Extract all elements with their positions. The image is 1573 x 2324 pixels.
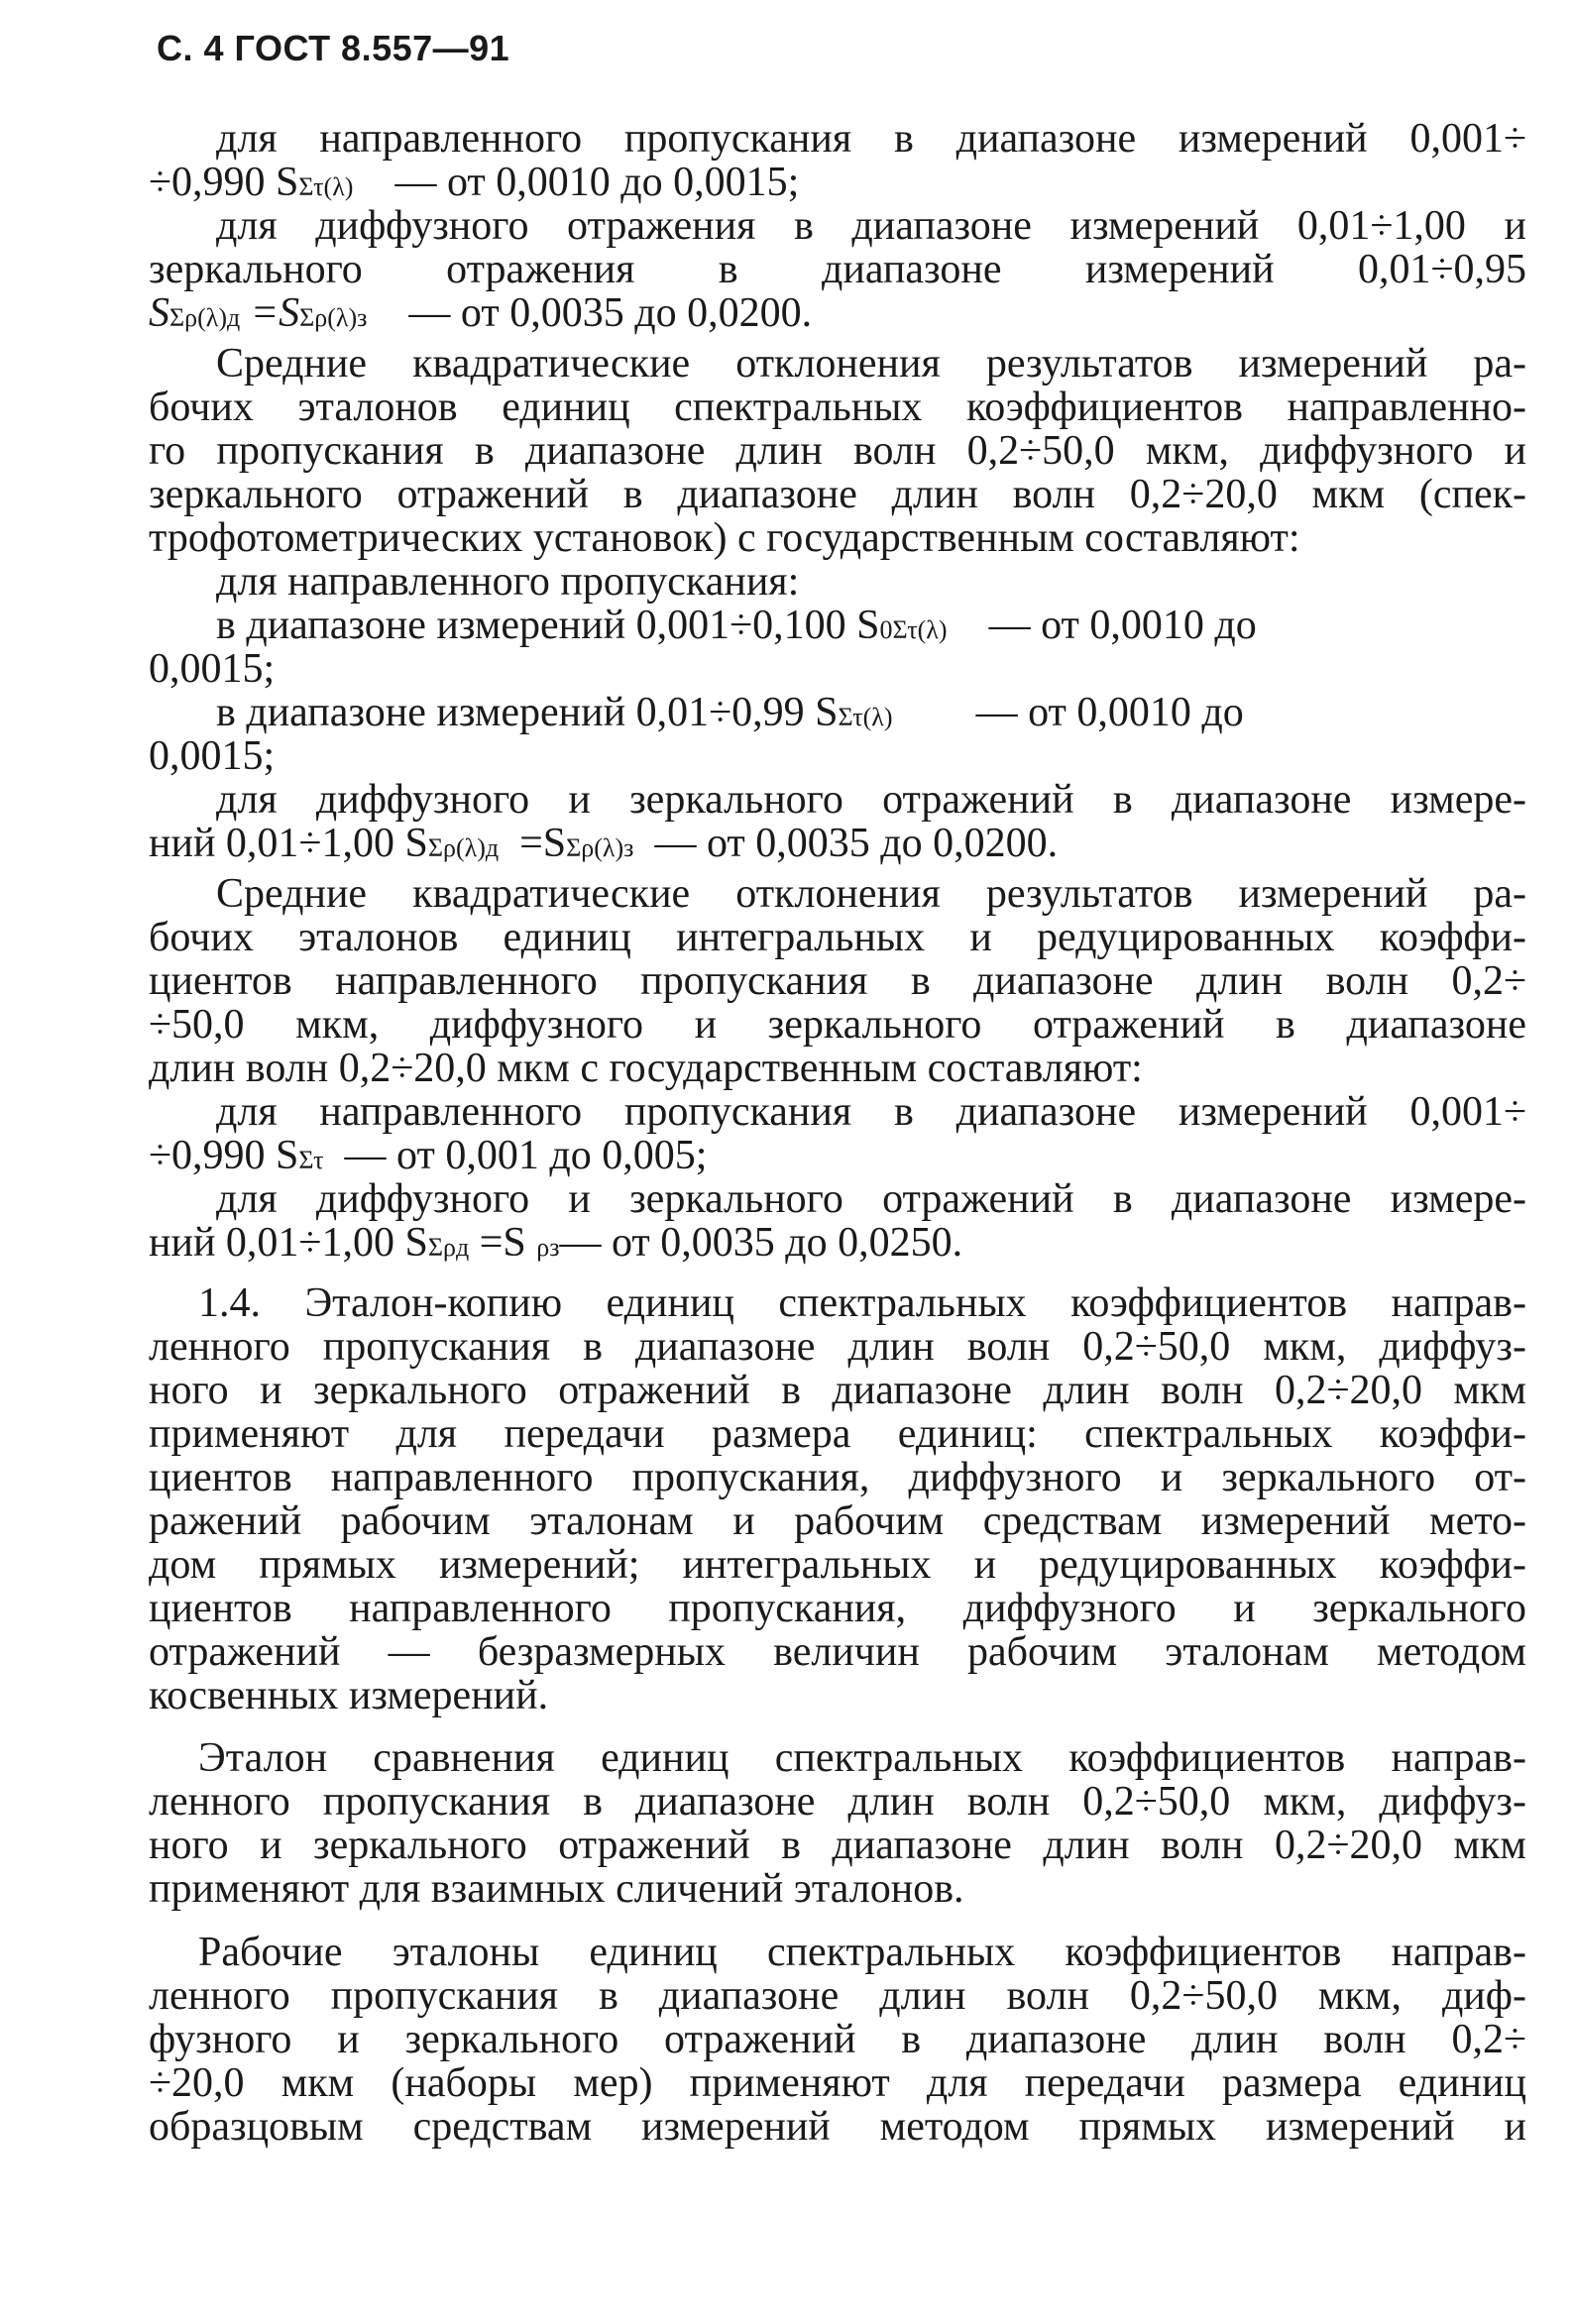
text-line: ленного пропускания в диапазоне длин волн 0,2÷50,0 мкм, диффуз-	[149, 1324, 1526, 1370]
text-line: для направленного пропускания в диапазоне измерений 0,001÷	[216, 116, 1526, 162]
text-line: для диффузного отражения в диапазоне измерений 0,01÷1,00 и	[216, 203, 1526, 249]
text-line: зеркального отражений в диапазоне длин волн 0,2÷20,0 мкм (спек-	[149, 472, 1526, 517]
text-span: ÷0,990 S	[149, 1133, 299, 1178]
text-span: ÷0,990 S	[149, 160, 299, 205]
text-line: зеркального отражения в диапазоне измерений 0,01÷0,95	[149, 247, 1526, 292]
page-header: С. 4 ГОСТ 8.557—91	[157, 28, 510, 68]
text-line: для направленного пропускания в диапазоне измерений 0,001÷	[216, 1089, 1526, 1135]
text-span: — от 0,001 до 0,005;	[344, 1133, 708, 1178]
text-line: бочих эталонов единиц спектральных коэффициентов направленно-	[149, 385, 1526, 430]
text-span: — от 0,0010 до	[988, 603, 1257, 648]
subscript: Σρ(λ)з	[566, 833, 634, 862]
text-span: — от 0,0035 до 0,0200.	[654, 821, 1059, 866]
text-span: в диапазоне измерений 0,01÷0,99 S	[216, 690, 839, 735]
text-line: 0,0015;	[149, 646, 276, 692]
text-line: ÷50,0 мкм, диффузного и зеркального отражений в диапазоне	[149, 1002, 1526, 1048]
subscript: Σρ(λ)з	[299, 303, 368, 332]
text-line: применяют для взаимных сличений эталонов.	[149, 1866, 964, 1912]
text-line-formula	[149, 822, 1526, 870]
subscript: Στ(λ)	[838, 703, 893, 731]
text-line: Средние квадратические отклонения результатов измерений ра-	[216, 871, 1526, 917]
text-line: ного и зеркального отражений в диапазоне длин волн 0,2÷20,0 мкм	[149, 1368, 1526, 1413]
text-line: ного и зеркального отражений в диапазоне длин волн 0,2÷20,0 мкм	[149, 1823, 1526, 1868]
text-line: бочих эталонов единиц интегральных и редуцированных коэффи-	[149, 915, 1526, 960]
text-line: для диффузного и зеркального отражений в диапазоне измере-	[216, 777, 1526, 823]
text-line-formula	[216, 604, 1526, 652]
text-span: =S	[250, 290, 300, 336]
subscript: Σρд	[427, 1233, 470, 1262]
text-line: го пропускания в диапазоне длин волн 0,2÷50,0 мкм, диффузного и	[149, 428, 1526, 474]
text-span: ний 0,01÷1,00 S	[149, 821, 428, 866]
text-line: длин волн 0,2÷20,0 мкм с государственным составляют:	[149, 1046, 1143, 1091]
text-line: ражений рабочим эталонам и рабочим средствам измерений мето-	[149, 1498, 1526, 1544]
text-line: Рабочие эталоны единиц спектральных коэффициентов направ-	[198, 1930, 1526, 1975]
text-span: ний 0,01÷1,00 S	[149, 1220, 428, 1266]
text-line: дом прямых измерений; интегральных и редуцированных коэффи-	[149, 1542, 1526, 1588]
text-span: — от 0,0010 до 0,0015;	[394, 160, 800, 205]
text-line: Эталон сравнения единиц спектральных коэффициентов направ-	[198, 1735, 1526, 1781]
text-span: — от 0,0035 до 0,0250.	[559, 1220, 963, 1266]
text-line-formula	[149, 161, 1526, 209]
text-line: 1.4. Эталон-копию единиц спектральных коэффициентов направ-	[198, 1280, 1526, 1326]
subscript: Στ(λ)	[298, 172, 354, 201]
text-span: =S	[479, 1220, 526, 1266]
subscript: Στ	[298, 1146, 324, 1174]
text-line: циентов направленного пропускания, диффузного и зеркального от-	[149, 1455, 1526, 1500]
text-line: ленного пропускания в диапазоне длин волн 0,2÷50,0 мкм, диф-	[149, 1973, 1526, 2019]
subscript: ρз	[536, 1233, 560, 1262]
text-line: отражений — безразмерных величин рабочим эталонам методом	[149, 1629, 1526, 1675]
subscript: Σρ(λ)д	[169, 303, 241, 332]
subscript: 0Στ(λ)	[879, 615, 948, 644]
text-line: фузного и зеркального отражений в диапазоне длин волн 0,2÷	[149, 2017, 1526, 2062]
text-line-formula	[149, 1134, 1526, 1182]
text-span: в диапазоне измерений 0,001÷0,100 S	[216, 603, 880, 648]
text-line: косвенных измерений.	[149, 1673, 549, 1718]
text-line: трофотометрических установок) с государственным составляют:	[149, 515, 1300, 561]
text-line: Средние квадратические отклонения результатов измерений ра-	[216, 341, 1526, 387]
subscript: Σρ(λ)д	[427, 833, 500, 862]
text-line-formula	[149, 1221, 1526, 1270]
text-line: применяют для передачи размера единиц: спектральных коэффи-	[149, 1411, 1526, 1457]
text-line: циентов направленного пропускания в диапазоне длин волн 0,2÷	[149, 958, 1526, 1004]
text-line-formula	[149, 291, 1526, 340]
text-line: ÷20,0 мкм (наборы мер) применяют для передачи размера единиц	[149, 2060, 1526, 2106]
text-span: — от 0,0010 до	[975, 690, 1244, 735]
text-line: для направленного пропускания:	[216, 559, 800, 605]
text-span: — от 0,0035 до 0,0200.	[408, 290, 813, 336]
text-line: 0,0015;	[149, 733, 276, 779]
text-line: для диффузного и зеркального отражений в диапазоне измере-	[216, 1176, 1526, 1222]
text-line: образцовым средствам измерений методом прямых измерений и	[149, 2104, 1526, 2150]
text-line: ленного пропускания в диапазоне длин волн 0,2÷50,0 мкм, диффуз-	[149, 1779, 1526, 1825]
text-span: S	[149, 290, 169, 336]
text-line-formula	[216, 691, 1526, 739]
text-line: циентов направленного пропускания, диффузного и зеркального	[149, 1586, 1526, 1631]
text-span: =S	[519, 821, 567, 866]
